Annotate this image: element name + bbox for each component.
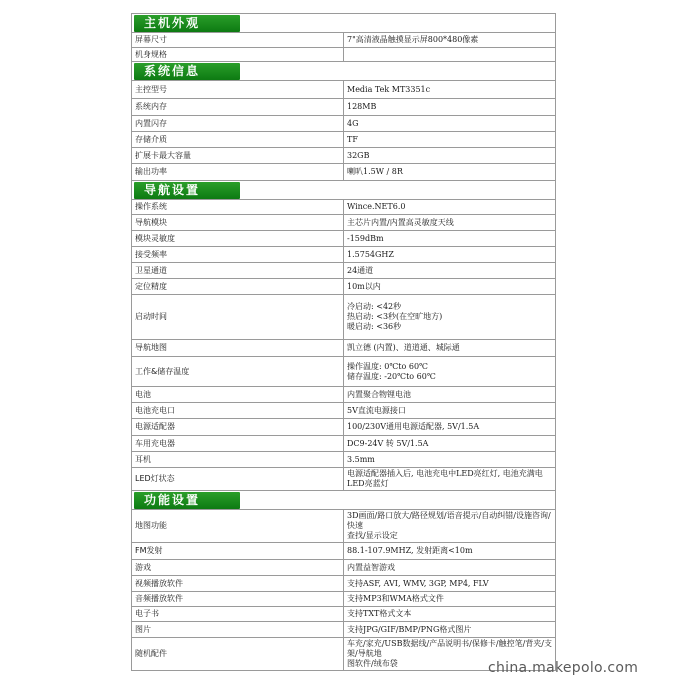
- spec-value: [344, 419, 556, 436]
- spec-value-line: 内置聚合物锂电池: [347, 389, 411, 399]
- spec-value-line: 3D画面/路口放大/路径规划/语音提示/自动纠错/设施咨询/快速: [347, 511, 551, 530]
- spec-value: [344, 468, 556, 491]
- spec-value-line: 24通道: [347, 265, 374, 275]
- spec-label: 车用充电器: [132, 436, 344, 452]
- spec-row: [132, 48, 556, 62]
- spec-row: [132, 592, 556, 607]
- spec-value: [344, 560, 556, 576]
- spec-value-line: 暖启动: <36秒: [347, 322, 402, 331]
- spec-value-line: TF: [347, 134, 358, 144]
- section-header: [132, 491, 556, 510]
- spec-label: 视频播放软件: [132, 576, 344, 592]
- spec-label: 图片: [132, 622, 344, 638]
- spec-row: [132, 452, 556, 468]
- spec-value-line: 支持ASF, AVI, WMV, 3GP, MP4, FLV: [347, 578, 489, 588]
- spec-value-line: Wince.NET6.0: [347, 202, 406, 211]
- spec-label: 模块灵敏度: [132, 231, 344, 247]
- spec-value-line: 操作温度: 0℃to 60℃: [347, 361, 428, 371]
- spec-value-line: Media Tek MT3351c: [347, 84, 431, 94]
- spec-value-line: 冷启动: <42秒: [347, 302, 402, 311]
- spec-value-line: 支持TXT格式文本: [347, 609, 412, 618]
- spec-value-line: 储存温度: -20℃to 60℃: [347, 371, 436, 381]
- spec-row: [132, 622, 556, 638]
- spec-row: [132, 419, 556, 436]
- spec-value-line: 88.1-107.9MHZ, 发射距离<10m: [347, 546, 473, 555]
- spec-label: 导航地图: [132, 340, 344, 357]
- spec-value: [344, 357, 556, 387]
- spec-row: [132, 215, 556, 231]
- spec-table: [131, 13, 556, 671]
- spec-value: [344, 231, 556, 247]
- spec-value-line: 热启动: <3秒(在空旷地方): [347, 312, 443, 321]
- spec-value-line: DC9-24V 转 5V/1.5A: [347, 438, 429, 448]
- spec-row: [132, 81, 556, 99]
- spec-value: [344, 295, 556, 340]
- spec-row: [132, 510, 556, 543]
- spec-sheet: [131, 13, 556, 671]
- spec-value-line: 喇叭1.5W / 8R: [347, 167, 403, 176]
- spec-label: 导航模块: [132, 215, 344, 231]
- spec-value: [344, 247, 556, 263]
- section-header: [132, 62, 556, 81]
- section-header-cell: [132, 491, 556, 510]
- spec-label: 启动时间: [132, 295, 344, 340]
- spec-value-line: 7"高清液晶触摸显示屏800*480像素: [347, 35, 479, 44]
- spec-label: 接受频率: [132, 247, 344, 263]
- spec-value: [344, 510, 556, 543]
- spec-row: [132, 231, 556, 247]
- spec-row: [132, 164, 556, 181]
- section-title: 系统信息: [134, 63, 240, 80]
- spec-value: [344, 279, 556, 295]
- section-title: 主机外观: [134, 15, 240, 32]
- spec-label: 内置闪存: [132, 116, 344, 132]
- spec-row: [132, 387, 556, 403]
- spec-value: [344, 263, 556, 279]
- spec-label: LED灯状态: [132, 468, 344, 491]
- spec-value: [344, 592, 556, 607]
- spec-value-line: 支持MP3和WMA格式文件: [347, 594, 444, 603]
- spec-row: [132, 607, 556, 622]
- spec-row: [132, 263, 556, 279]
- spec-value: [344, 436, 556, 452]
- spec-label: 耳机: [132, 452, 344, 468]
- spec-row: [132, 576, 556, 592]
- spec-value: [344, 576, 556, 592]
- spec-row: [132, 33, 556, 48]
- spec-label: 卫星通道: [132, 263, 344, 279]
- spec-value-line: 图软件/绒布袋: [347, 659, 398, 668]
- spec-label: 地图功能: [132, 510, 344, 543]
- spec-value-line: 支持JPG/GIF/BMP/PNG格式图片: [347, 624, 472, 634]
- spec-label: 机身规格: [132, 48, 344, 62]
- spec-value-line: 32GB: [347, 150, 370, 160]
- spec-row: [132, 116, 556, 132]
- spec-label: 输出功率: [132, 164, 344, 181]
- spec-label: 存储介质: [132, 132, 344, 148]
- section-title: 功能设置: [134, 492, 240, 509]
- spec-value: [344, 132, 556, 148]
- spec-value: [344, 200, 556, 215]
- spec-value: [344, 116, 556, 132]
- spec-label: FM发射: [132, 543, 344, 560]
- spec-value-line: 车充/家充/USB数据线/产品说明书/保修卡/触控笔/背夹/支架/导航地: [347, 639, 552, 658]
- spec-value: [344, 33, 556, 48]
- section-header-cell: [132, 62, 556, 81]
- spec-value-line: 10m以内: [347, 281, 381, 291]
- spec-value-line: 3.5mm: [347, 454, 375, 464]
- spec-value: [344, 543, 556, 560]
- spec-label: 扩展卡最大容量: [132, 148, 344, 164]
- spec-value-line: 100/230V通用电源适配器, 5V/1.5A: [347, 422, 480, 431]
- spec-label: 系统内存: [132, 99, 344, 116]
- section-header-cell: [132, 14, 556, 33]
- section-title: 导航设置: [134, 182, 240, 199]
- spec-value: [344, 81, 556, 99]
- spec-row: [132, 279, 556, 295]
- spec-row: [132, 436, 556, 452]
- spec-value-line: 内置益智游戏: [347, 562, 395, 572]
- spec-value-line: 4G: [347, 118, 359, 128]
- spec-label: 屏幕尺寸: [132, 33, 344, 48]
- spec-label: 工作&储存温度: [132, 357, 344, 387]
- spec-value: [344, 340, 556, 357]
- section-header: [132, 181, 556, 200]
- spec-label: 游戏: [132, 560, 344, 576]
- spec-label: 操作系统: [132, 200, 344, 215]
- spec-label: 定位精度: [132, 279, 344, 295]
- spec-value: [344, 387, 556, 403]
- spec-label: 电子书: [132, 607, 344, 622]
- spec-row: [132, 468, 556, 491]
- spec-value: [344, 622, 556, 638]
- spec-value: [344, 452, 556, 468]
- spec-value-line: -159dBm: [347, 233, 384, 243]
- spec-label: 主控型号: [132, 81, 344, 99]
- spec-label: 音频播放软件: [132, 592, 344, 607]
- spec-row: [132, 340, 556, 357]
- spec-row: [132, 357, 556, 387]
- spec-row: [132, 99, 556, 116]
- spec-value-line: 电源适配器插入后, 电池充电中LED亮红灯, 电池充满电LED亮蓝灯: [347, 469, 543, 488]
- spec-label: 电池充电口: [132, 403, 344, 419]
- spec-row: [132, 247, 556, 263]
- section-header-cell: [132, 181, 556, 200]
- spec-row: [132, 200, 556, 215]
- spec-value: [344, 99, 556, 116]
- spec-row: [132, 543, 556, 560]
- spec-label: 电池: [132, 387, 344, 403]
- spec-label: 随机配件: [132, 638, 344, 671]
- spec-value-line: 查找/显示设定: [347, 531, 398, 540]
- spec-value: [344, 215, 556, 231]
- spec-row: [132, 295, 556, 340]
- spec-value: [344, 164, 556, 181]
- section-header: [132, 14, 556, 33]
- spec-value-line: 5V直流电源接口: [347, 405, 406, 415]
- spec-value: [344, 403, 556, 419]
- spec-value-line: 128MB: [347, 102, 377, 111]
- spec-row: [132, 132, 556, 148]
- spec-value: [344, 607, 556, 622]
- spec-label: 电源适配器: [132, 419, 344, 436]
- spec-row: [132, 560, 556, 576]
- spec-value-line: 凯立德 (内置)、道道通、城际通: [347, 343, 460, 352]
- spec-row: [132, 148, 556, 164]
- spec-value-line: 主芯片内置/内置高灵敏度天线: [347, 217, 454, 227]
- spec-value: [344, 148, 556, 164]
- spec-value: [344, 48, 556, 62]
- watermark: china.makepolo.com: [488, 660, 639, 676]
- spec-value-line: 1.5754GHZ: [347, 249, 394, 259]
- spec-row: [132, 403, 556, 419]
